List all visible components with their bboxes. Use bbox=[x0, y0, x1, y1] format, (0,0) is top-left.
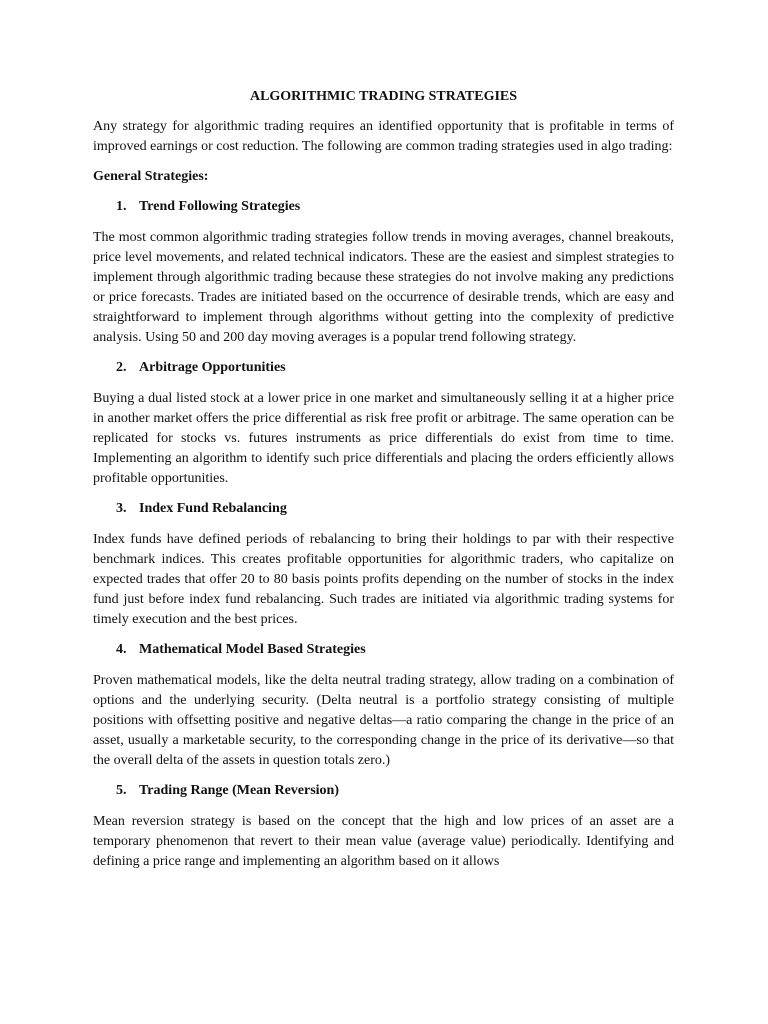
section-heading-mathematical-model bbox=[93, 640, 674, 660]
section-heading-text: Index Fund Rebalancing bbox=[139, 501, 287, 516]
section-heading-trading-range bbox=[93, 781, 674, 801]
document-title: ALGORITHMIC TRADING STRATEGIES bbox=[249, 89, 518, 104]
section-body-mathematical-model: Proven mathematical models, like the delta neutral trading strategy, allow trading on a combination of options and the underlying security. (Delta neutral is a portfolio strategy consisting of multiple positions with offsetting positive and negative deltas—a ratio comparing the change in the price of an asset, usually a marketable security, to the corresponding change in the price of its derivative—so that the overall delta of the assets in question totals zero.) bbox=[93, 673, 674, 768]
section-number: 2. bbox=[116, 360, 127, 375]
section-heading-text: Trading Range (Mean Reversion) bbox=[139, 783, 339, 798]
section-number: 1. bbox=[116, 199, 127, 214]
section-heading-text: Trend Following Strategies bbox=[139, 199, 301, 214]
section-body-arbitrage: Buying a dual listed stock at a lower price in one market and simultaneously selling it at a higher price in another market offers the price differential as risk free profit or arbitrage. The same operation can be replicated for stocks vs. futures instruments as price differentials do exist from time to time. Implementing an algorithm to identify such price differentials and placing the orders efficiently allows profitable opportunities. bbox=[93, 391, 674, 486]
general-strategies-label: General Strategies: bbox=[93, 169, 209, 184]
section-number: 5. bbox=[116, 783, 127, 798]
section-body-index-fund: Index funds have defined periods of rebalancing to bring their holdings to par with their respective benchmark indices. This creates profitable opportunities for algorithmic traders, who capitalize on expected trades that offer 20 to 80 basis points profits depending on the number of stocks in the index fund just before index fund rebalancing. Such trades are initiated via algorithmic trading systems for timely execution and the best prices. bbox=[93, 532, 674, 627]
section-heading-text: Mathematical Model Based Strategies bbox=[139, 642, 366, 657]
section-number: 4. bbox=[116, 642, 127, 657]
section-heading-arbitrage bbox=[93, 358, 674, 378]
section-body-trend-following: The most common algorithmic trading strategies follow trends in moving averages, channel breakouts, price level movements, and related technical indicators. These are the easiest and simplest strategies to implement through algorithmic trading because these strategies do not involve making any predictions or price forecasts. Trades are initiated based on the occurrence of desirable trends, which are easy and straightforward to implement through algorithms without getting into the complexity of predictive analysis. Using 50 and 200 day moving averages is a popular trend following strategy. bbox=[93, 230, 674, 345]
section-heading-trend-following bbox=[93, 197, 674, 217]
intro-paragraph: Any strategy for algorithmic trading requires an identified opportunity that is profitable in terms of improved earnings or cost reduction. The following are common trading strategies used in algo trading: bbox=[93, 119, 674, 154]
section-body-trading-range: Mean reversion strategy is based on the concept that the high and low prices of an asset are a temporary phenomenon that revert to their mean value (average value) periodically. Identifying and defining a price range and implementing an algorithm based on it allows bbox=[93, 814, 674, 869]
section-heading-index-fund bbox=[93, 499, 674, 519]
section-heading-text: Arbitrage Opportunities bbox=[139, 360, 286, 375]
section-number: 3. bbox=[116, 501, 127, 516]
